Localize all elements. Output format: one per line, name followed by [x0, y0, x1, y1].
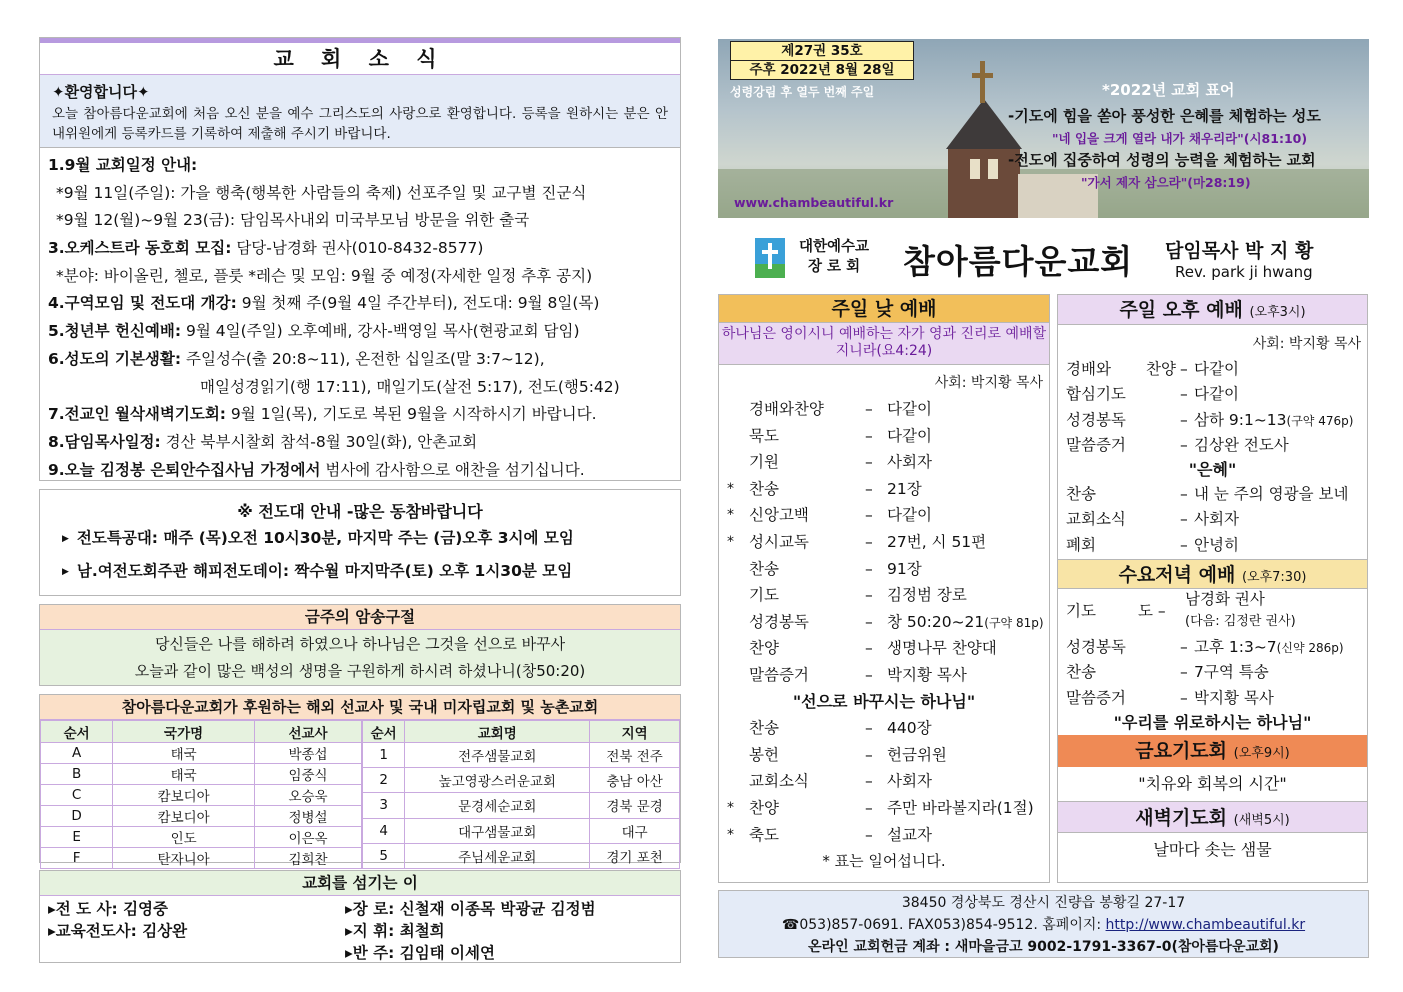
standing-mark: *: [727, 799, 734, 816]
header-banner: [718, 39, 1369, 218]
news-item-text: 9월 1일(목), 기도로 복된 9월을 시작하시기 바랍니다.: [226, 405, 597, 424]
footer-address: 38450 경상북도 경산시 진량읍 봉황길 27-17: [901, 895, 1186, 911]
order-value: 박지황 목사: [1194, 688, 1274, 707]
order-value: 김정범 장로: [887, 586, 967, 605]
order-value: 박지황 목사: [887, 665, 967, 684]
table-cell: E: [41, 827, 113, 848]
servants-panel: [39, 870, 681, 963]
order-row: [719, 742, 1049, 769]
table-cell: 5: [363, 843, 405, 868]
order-row: [719, 502, 1049, 529]
table-cell: 태국: [113, 764, 255, 785]
order-dash: –: [1180, 535, 1188, 554]
news-item-heading: 8.담임목사일정:: [48, 432, 161, 451]
table-cell: B: [41, 764, 113, 785]
order-label: 찬송: [749, 719, 779, 738]
order-label: 성경봉독: [1066, 638, 1126, 657]
table-row: [41, 764, 362, 785]
order-label: 폐회: [1066, 535, 1096, 554]
church-name: 참아름다운교회: [903, 242, 1134, 281]
news-item: [48, 263, 672, 291]
order-dash: –: [865, 639, 873, 658]
table-cell: 전주샘물교회: [405, 743, 590, 768]
table-header-cell: 순서: [363, 721, 405, 743]
table-cell: 3: [363, 793, 405, 818]
news-item-text: 담당-남경화 권사(010-8432-8577): [231, 239, 484, 258]
table-row: [363, 768, 680, 793]
news-list: [40, 148, 680, 488]
news-item-text: 9월 첫째 주(9월 4일 주간부터), 전도대: 9월 8일(목): [236, 294, 600, 313]
order-value: 고후 1:3~7(신약 286p): [1194, 638, 1344, 657]
missions-title: 참아름다운교회가 후원하는 해외 선교사 및 국내 미자립교회 및 농촌교회: [40, 695, 680, 720]
servants-left: [48, 898, 187, 942]
order-label: 경배와찬양: [749, 400, 824, 418]
order-label: 찬송: [1066, 485, 1096, 504]
table-cell: 경기 포천: [590, 843, 680, 868]
news-item: [48, 235, 672, 263]
order-label: 기원: [749, 453, 779, 472]
servant-line: ▸지 휘: 최철희: [345, 922, 445, 940]
order-value: 440장: [887, 719, 932, 738]
order-dash: –: [865, 400, 873, 418]
order-value: 다같이: [1194, 360, 1239, 378]
order-dash: –: [865, 559, 873, 578]
order-label: 교회소식: [749, 772, 809, 791]
order-dash: –: [1180, 510, 1188, 529]
church-support-table: [362, 720, 680, 869]
table-cell: 높고영광스러운교회: [405, 768, 590, 793]
news-item-heading: 6.성도의 기본생활:: [48, 349, 182, 368]
news-title: 교 회 소 식: [40, 43, 680, 75]
table-cell: 대구: [590, 818, 680, 843]
homepage-link[interactable]: http://www.chambeautiful.kr: [1105, 917, 1306, 933]
pastor-name-english: Rev. park ji hwang: [1175, 263, 1313, 281]
table-row: [363, 743, 680, 768]
motto-verse-1: "네 입을 크게 열라 내가 채우리라"(시81:10): [1052, 131, 1308, 146]
order-dash: –: [1180, 360, 1188, 378]
news-item-heading: 7.전교인 월삭새벽기도회:: [48, 405, 226, 424]
order-dash: –: [865, 825, 873, 844]
order-label: 교회소식: [1066, 510, 1126, 529]
news-item-heading: 3.오케스트라 동호회 모집:: [48, 239, 232, 258]
memory-verse-title: 금주의 암송구절: [40, 605, 680, 630]
table-row: [363, 818, 680, 843]
welcome-box: [40, 75, 680, 148]
table-row: [41, 743, 362, 764]
standing-mark: *: [727, 507, 734, 524]
news-item: [48, 374, 672, 402]
table-cell: 오승욱: [255, 785, 362, 806]
news-item: [48, 318, 672, 346]
order-value: 주만 바라볼지라(1절): [887, 798, 1034, 817]
order-label: 봉헌: [749, 745, 779, 764]
standing-mark: *: [727, 533, 734, 550]
table-cell: 충남 아산: [590, 768, 680, 793]
table-row: [41, 806, 362, 827]
wednesday-prayer-row: 기도 도 – 남경화 권사 (다음: 김정란 권사): [1066, 590, 1296, 630]
table-header-cell: 지역: [590, 721, 680, 743]
order-label: 말씀증거: [1066, 688, 1126, 707]
news-item-text: *9월 11일(주일): 가을 행축(행복한 사람들의 축제) 선포주일 및 교구별 진군식: [56, 183, 587, 202]
sunday-service-verse: 하나님은 영이시니 예배하는 자가 영과 진리로 예배할지니라(요4:24): [719, 323, 1049, 365]
table-cell: F: [41, 848, 113, 869]
order-label: 성경봉독: [1066, 410, 1126, 429]
table-cell: 주님세운교회: [405, 843, 590, 868]
news-item-text: 매일성경읽기(행 17:11), 매일기도(살전 5:17), 전도(행5:42): [200, 377, 620, 396]
order-row: [1058, 686, 1367, 711]
news-item: [48, 457, 672, 485]
table-cell: 문경세순교회: [405, 793, 590, 818]
news-item-text: 9월 4일(주일) 오후예배, 강사-백영일 목사(현광교회 담임): [181, 322, 580, 341]
page-reference: (신약 286p): [1276, 641, 1344, 656]
order-dash: –: [865, 532, 873, 551]
order-value: 창 50:20~21(구약 81p): [887, 612, 1044, 631]
order-row: [719, 476, 1049, 503]
order-dash: –: [1180, 663, 1188, 682]
memory-verse-line: 당신들은 나를 해하려 하였으나 하나님은 그것을 선으로 바꾸사: [154, 635, 566, 653]
afternoon-sermon-title: "은혜": [1188, 460, 1237, 480]
order-value: 다같이: [887, 506, 932, 525]
table-cell: 박종섭: [255, 743, 362, 764]
table-cell: 1: [363, 743, 405, 768]
table-cell: D: [41, 806, 113, 827]
sunday-order-list: [719, 396, 1049, 689]
order-row: [719, 795, 1049, 822]
servants-right: [345, 898, 596, 964]
sunday-service-panel: [718, 294, 1050, 883]
table-cell: 4: [363, 818, 405, 843]
evangelism-line: ▶ 남.여전도회주관 해피전도데이: 짝수월 마지막주(토) 오후 1시30분 모임: [62, 562, 573, 580]
order-value: 7구역 특송: [1194, 663, 1269, 682]
table-row: [363, 843, 680, 868]
order-value: 헌금위원: [887, 745, 947, 764]
evangelism-title: ※ 전도대 안내 -많은 동참바랍니다: [237, 502, 483, 521]
table-row: [41, 827, 362, 848]
order-row: [1058, 433, 1367, 458]
order-label: 성시교독: [749, 532, 809, 551]
table-header-cell: 선교사: [255, 721, 362, 743]
table-cell: 전북 전주: [590, 743, 680, 768]
welcome-heading: ✦환영합니다✦: [52, 83, 150, 101]
volume-number: 제27권 35호: [781, 43, 863, 59]
order-row: [719, 662, 1049, 689]
order-value: 설교자: [887, 825, 932, 844]
table-cell: 정병설: [255, 806, 362, 827]
table-row: [41, 785, 362, 806]
standing-mark: *: [727, 480, 734, 497]
other-services-panel: [1057, 294, 1368, 883]
order-label: 찬송: [749, 559, 779, 578]
servant-line: ▸장 로: 신철재 이종목 박광균 김정범: [345, 900, 596, 918]
triangle-bullet-icon: ▶: [62, 534, 69, 544]
order-row: [719, 396, 1049, 423]
sunday-service-title: 주일 낮 예배: [719, 295, 1049, 323]
order-value: 27번, 시 51편: [887, 532, 987, 551]
order-label: 성경봉독: [749, 612, 809, 631]
afternoon-order-list-2: [1058, 482, 1367, 558]
sunday-order-list-2: [719, 715, 1049, 848]
order-value: 21장: [887, 479, 922, 498]
footer-contact: ☎053)857-0691. FAX053)854-9512. 홈페이지: http://www.chambeautiful.kr: [781, 917, 1306, 933]
table-cell: 탄자니아: [113, 848, 255, 869]
table-cell: 태국: [113, 743, 255, 764]
motto-line-2: -전도에 집중하여 성령의 능력을 체험하는 교회: [1008, 151, 1316, 169]
standing-mark: *: [727, 826, 734, 843]
order-dash: –: [865, 506, 873, 525]
order-dash: –: [865, 719, 873, 738]
news-item-text: 범사에 감사함으로 애찬을 섬기십니다.: [320, 460, 585, 479]
table-cell: 이은옥: [255, 827, 362, 848]
wednesday-sermon-title: "우리를 위로하시는 하나님": [1113, 712, 1312, 732]
order-label: 말씀증거: [749, 665, 809, 684]
pastor-name: 담임목사 박 지 황: [1165, 240, 1314, 262]
table-cell: 캄보디아: [113, 806, 255, 827]
order-row: [1058, 533, 1367, 558]
news-item: [48, 429, 672, 457]
order-value: 다같이: [1194, 385, 1239, 404]
news-item-heading: 1.9월 교회일정 안내:: [48, 156, 198, 174]
order-label: 축도: [749, 825, 779, 844]
order-dash: –: [865, 665, 873, 684]
church-logo-icon: [755, 238, 785, 278]
memory-verse-line: 오늘과 같이 많은 백성의 생명을 구원하게 하시려 하셨나니(창50:20): [134, 662, 586, 680]
order-dash: –: [1180, 385, 1188, 404]
table-row: [41, 848, 362, 869]
order-row: [1058, 408, 1367, 433]
servants-title: 교회를 섬기는 이: [40, 871, 680, 896]
order-label: 합심기도: [1066, 385, 1126, 404]
order-row: [719, 582, 1049, 609]
news-item: [48, 152, 672, 180]
triangle-bullet-icon: ▶: [62, 567, 69, 577]
order-value: 91장: [887, 559, 922, 578]
afternoon-presider: 사회: 박지황 목사: [1252, 336, 1361, 352]
servant-line: ▸전 도 사: 김영중: [48, 900, 169, 918]
order-dash: –: [865, 612, 873, 631]
order-label: 찬송: [749, 479, 779, 498]
friday-prayer-title: 금요기도회 (오후9시): [1058, 735, 1367, 767]
friday-prayer-text: "치유와 회복의 시간": [1138, 773, 1287, 793]
order-dash: –: [1180, 485, 1188, 504]
denomination: 대한예수교 장 로 회: [799, 239, 870, 275]
evangelism-line: ▶ 전도특공대: 매주 (목)오전 10시30분, 마지막 주는 (금)오후 3시에 모임: [62, 529, 574, 547]
order-label: 경배와 찬양: [1066, 360, 1176, 378]
order-label: 찬양: [749, 639, 779, 658]
order-dash: –: [865, 479, 873, 498]
servant-line: ▸교육전도사: 김상완: [48, 922, 188, 940]
news-item-heading: 9.오늘 김정봉 은퇴안수집사님 가정에서: [48, 460, 321, 479]
order-row: [719, 423, 1049, 450]
table-cell: A: [41, 743, 113, 764]
table-cell: 임중식: [255, 764, 362, 785]
order-row: [1058, 382, 1367, 407]
order-value: 다같이: [887, 400, 932, 418]
order-dash: –: [1180, 410, 1188, 429]
order-row: [1058, 507, 1367, 532]
website-link[interactable]: www.chambeautiful.kr: [734, 195, 894, 210]
news-item-heading: 5.청년부 헌신예배:: [48, 322, 182, 341]
order-dash: –: [865, 453, 873, 472]
order-row: [1058, 482, 1367, 507]
order-label: 기도: [749, 586, 779, 605]
order-row: [719, 556, 1049, 583]
order-dash: –: [1180, 638, 1188, 657]
order-row: [719, 449, 1049, 476]
order-value: 생명나무 찬양대: [887, 639, 997, 658]
afternoon-service-title: 주일 오후 예배 (오후3시): [1058, 295, 1367, 325]
memory-verse-body: [40, 630, 680, 685]
order-value: 사회자: [887, 772, 932, 791]
table-cell: 김희찬: [255, 848, 362, 869]
order-row: [719, 715, 1049, 742]
missions-panel: [39, 694, 681, 868]
order-dash: –: [1180, 435, 1188, 454]
table-cell: 캄보디아: [113, 785, 255, 806]
news-item: [48, 401, 672, 429]
motto-line-1: -기도에 힘을 쏟아 풍성한 은혜를 체험하는 성도: [1008, 107, 1321, 125]
order-row: [1058, 635, 1367, 660]
wednesday-order-list: [1058, 635, 1367, 711]
order-value: 사회자: [1194, 510, 1239, 529]
memory-verse-panel: [39, 604, 681, 686]
sunday-sermon-title: "선으로 바꾸시는 하나님": [792, 691, 976, 711]
order-label: 말씀증거: [1066, 435, 1126, 454]
order-row: [1058, 660, 1367, 685]
order-label: 신앙고백: [749, 506, 809, 525]
order-label: 묵도: [749, 426, 779, 445]
evangelism-panel: [39, 489, 681, 596]
news-item-text: 주일성수(출 20:8~11), 온전한 십일조(말 3:7~12),: [181, 349, 545, 368]
table-header-cell: 국가명: [113, 721, 255, 743]
issue-box: [730, 41, 914, 80]
missionary-table: [40, 720, 362, 869]
dawn-prayer-text: 날마다 솟는 샘물: [1153, 839, 1272, 859]
table-cell: C: [41, 785, 113, 806]
table-row: [363, 793, 680, 818]
order-row: [719, 529, 1049, 556]
order-row: [719, 768, 1049, 795]
order-dash: –: [865, 745, 873, 764]
page-reference: (구약 476p): [1286, 413, 1354, 428]
servant-line: ▸반 주: 김임태 이세연: [345, 944, 495, 962]
afternoon-order-list: [1058, 357, 1367, 458]
order-dash: –: [865, 586, 873, 605]
order-value: 사회자: [887, 453, 932, 472]
wednesday-service-title: 수요저녁 예배 (오후7:30): [1058, 559, 1367, 589]
order-row: [1058, 357, 1367, 382]
order-dash: –: [865, 426, 873, 445]
order-row: [719, 635, 1049, 662]
motto-title: *2022년 교회 표어: [1102, 81, 1235, 99]
footer: [718, 890, 1369, 958]
order-value: 다같이: [887, 426, 932, 445]
order-dash: –: [1180, 688, 1188, 707]
welcome-text: 오늘 참아름다운교회에 처음 오신 분을 예수 그리스도의 사랑으로 환영합니다. 등록을 원하시는 분은 안내위원에게 등록카드를 기록하여 제출해 주시기 바랍니다.: [52, 106, 668, 142]
table-header-cell: 교회명: [405, 721, 590, 743]
footer-account: 온라인 교회헌금 계좌 : 새마을금고 9002-1791-3367-0(참아름다운교회): [808, 939, 1279, 955]
church-news-panel: [39, 37, 681, 481]
table-cell: 2: [363, 768, 405, 793]
news-item-heading: 4.구역모임 및 전도대 개강:: [48, 294, 237, 313]
table-header-cell: 순서: [41, 721, 113, 743]
order-label: 찬양: [749, 798, 779, 817]
news-item: [48, 290, 672, 318]
news-item-text: *9월 12(월)~9월 23(금): 담임목사내외 미국부모님 방문을 위한 출국: [56, 211, 530, 230]
news-item-text: *분야: 바이올린, 첼로, 플룻 *레슨 및 모임: 9월 중 예정(자세한 일정 추후 공지): [56, 266, 593, 285]
sunday-presider: 사회: 박지황 목사: [934, 375, 1043, 391]
liturgical-sunday: 성령강림 후 열두 번째 주일: [730, 85, 875, 99]
order-dash: –: [865, 798, 873, 817]
order-value: 안녕히: [1194, 535, 1239, 554]
order-value: 삼하 9:1~13(구약 476p): [1194, 410, 1354, 429]
order-row: [719, 609, 1049, 636]
news-item: [48, 180, 672, 208]
news-item: [48, 346, 672, 374]
order-value: 내 눈 주의 영광을 보네: [1194, 485, 1349, 504]
order-value: 김상완 전도사: [1194, 435, 1289, 454]
order-dash: –: [865, 772, 873, 791]
issue-date: 주후 2022년 8월 28일: [731, 60, 913, 79]
church-identity: [755, 236, 1355, 282]
table-cell: 인도: [113, 827, 255, 848]
standing-note: * 표는 일어섭니다.: [822, 852, 946, 871]
news-item: [48, 207, 672, 235]
order-row: [719, 822, 1049, 849]
table-cell: 경북 문경: [590, 793, 680, 818]
table-cell: 대구샘물교회: [405, 818, 590, 843]
page-reference: (구약 81p): [984, 615, 1044, 630]
motto-verse-2: "가서 제자 삼으라"(마28:19): [1081, 175, 1251, 190]
order-label: 찬송: [1066, 663, 1096, 682]
dawn-prayer-title: 새벽기도회 (새벽5시): [1058, 801, 1367, 833]
news-item-text: 경산 북부시찰회 참석-8월 30일(화), 안촌교회: [160, 432, 478, 451]
